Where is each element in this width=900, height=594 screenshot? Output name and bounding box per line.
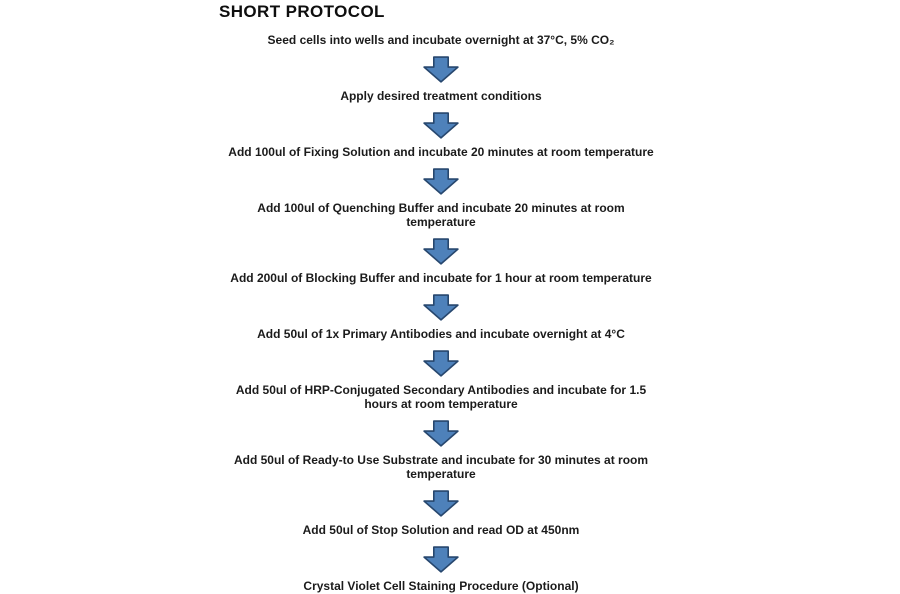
down-arrow-icon xyxy=(423,238,459,265)
down-arrow-icon xyxy=(423,490,459,517)
step-7-secondary-antibodies xyxy=(211,383,671,411)
down-arrow-icon xyxy=(423,168,459,195)
down-arrow-icon xyxy=(423,112,459,139)
down-arrow-icon xyxy=(423,420,459,447)
step-text: Apply desired treatment conditions xyxy=(340,89,542,103)
step-8-substrate xyxy=(211,453,671,481)
step-3-fixing-solution xyxy=(211,145,671,159)
step-5-blocking-buffer xyxy=(211,271,671,285)
step-text: Add 100ul of Quenching Buffer and incubate 20 minutes at room xyxy=(257,201,625,215)
step-6-primary-antibodies xyxy=(211,327,671,341)
step-text: temperature xyxy=(406,467,476,481)
step-text: Seed cells into wells and incubate overnight at 37°C, 5% CO₂ xyxy=(267,33,615,47)
step-text: Add 50ul of Stop Solution and read OD at 450nm xyxy=(302,523,580,537)
step-text: Add 200ul of Blocking Buffer and incubate for 1 hour at room temperature xyxy=(230,271,652,285)
step-1-seed-cells xyxy=(211,33,671,47)
down-arrow-icon xyxy=(423,294,459,321)
step-text: Add 100ul of Fixing Solution and incubate 20 minutes at room temperature xyxy=(228,145,654,159)
step-text: hours at room temperature xyxy=(364,397,518,411)
down-arrow-icon xyxy=(423,350,459,377)
page-title: SHORT PROTOCOL xyxy=(219,2,385,21)
flow-column xyxy=(211,0,671,593)
down-arrow-icon xyxy=(423,56,459,83)
step-text: temperature xyxy=(406,215,476,229)
step-2-apply-treatment xyxy=(211,89,671,103)
step-9-stop-solution xyxy=(211,523,671,537)
down-arrow-icon xyxy=(423,546,459,573)
step-text: Add 50ul of HRP-Conjugated Secondary Antibodies and incubate for 1.5 xyxy=(235,383,647,397)
step-text: Add 50ul of 1x Primary Antibodies and incubate overnight at 4°C xyxy=(257,327,625,341)
step-4-quenching-buffer xyxy=(211,201,671,229)
step-10-crystal-violet xyxy=(211,579,671,593)
step-text: Crystal Violet Cell Staining Procedure (Optional) xyxy=(303,579,579,593)
step-text: Add 50ul of Ready-to Use Substrate and incubate for 30 minutes at room xyxy=(233,453,649,467)
